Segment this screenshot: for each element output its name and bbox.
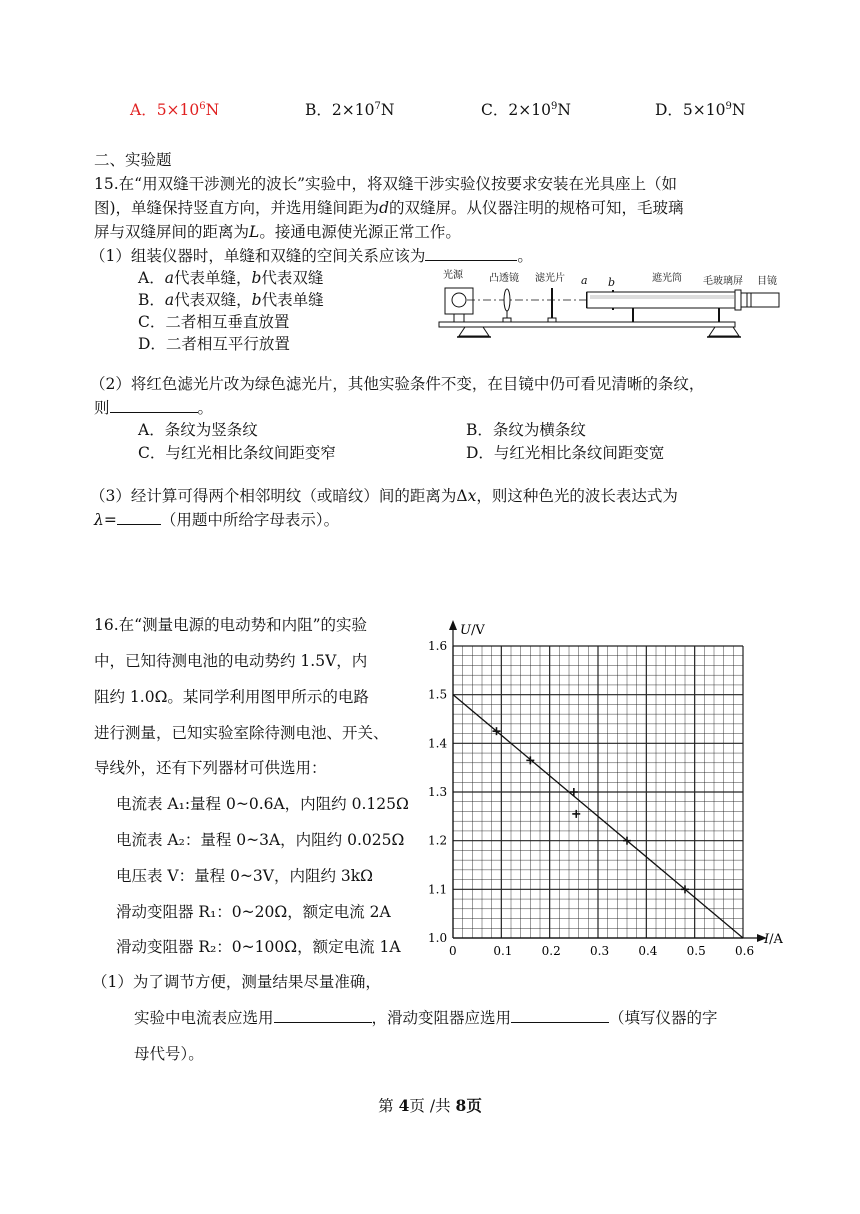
y-axis-label: U/V: [460, 623, 485, 638]
q16-sub1-line3: 母代号）。: [134, 1045, 204, 1063]
q16-stem-line1: 16.在“测量电源的电动势和内阻”的实验: [94, 616, 367, 634]
q16-stem-line5: 导线外，还有下列器材可供选用：: [94, 759, 327, 777]
u-i-graph: [420, 618, 800, 958]
q15-sub3-line2: λ= （用题中所给字母表示）。: [94, 511, 340, 529]
q15-sub1-option-d[interactable]: D．二者相互平行放置: [138, 335, 290, 353]
apparatus-label-a: a: [581, 274, 588, 287]
q15-sub2-option-b[interactable]: B．条纹为横条纹: [466, 421, 586, 439]
q16-stem-line2: 中，已知待测电池的电动势约 1.5V，内: [94, 652, 368, 670]
x-tick-label: 0.4: [638, 944, 658, 958]
chart-grid: [453, 646, 743, 938]
q16-sub1-line1: （1）为了调节方便，测量结果尽量准确，: [92, 973, 381, 991]
q15-sub3-line1: （3）经计算可得两个相邻明纹（或暗纹）间的距离为Δx，则这种色光的波长表达式为: [90, 487, 678, 505]
y-tick-label: 1.6: [428, 639, 448, 653]
optical-bench: [439, 322, 735, 327]
y-axis-arrow-icon: [449, 620, 457, 630]
q15-stem-line1: 15.在“用双缝干涉测光的波长”实验中，将双缝干涉实验仪按要求安装在光具座上（如: [94, 175, 678, 193]
x-tick-label: 0.3: [590, 944, 610, 958]
q14-options: [0, 98, 860, 122]
q15-sub2-line2: 则 。: [94, 399, 214, 417]
q15-sub3-blank[interactable]: [117, 510, 161, 525]
q14-option-a[interactable]: A．$5\times 10^6N$: [130, 100, 220, 119]
x-tick-label: 0.1: [493, 944, 513, 958]
q16-equipment-voltmeter: 电压表 V：量程 0~3V，内阻约 3kΩ: [116, 867, 373, 885]
page-footer: 第 4页 /共 8页: [378, 1096, 482, 1115]
section-title: 二、实验题: [94, 151, 172, 169]
x-axis-label: I/A: [764, 932, 783, 947]
q15-sub2-option-c[interactable]: C．与红光相比条纹间距变窄: [138, 444, 336, 462]
q16-stem-line4: 进行测量，已知实验室除待测电池、开关、: [94, 724, 389, 742]
apparatus-label-source: 光源: [443, 270, 463, 281]
q15-stem-line2: 图)，单缝保持竖直方向，并选用缝间距为d的双缝屏。从仪器注明的规格可知，毛玻璃: [94, 199, 684, 217]
q15-sub1-option-b[interactable]: B．a代表双缝，b代表单缝: [138, 291, 324, 309]
data-point-marker: [572, 810, 580, 818]
q14-option-d[interactable]: D．$5\times 10^9N$: [655, 100, 746, 119]
q15-stem-line3: 屏与双缝屏间的距离为L。接通电源使光源正常工作。: [94, 223, 461, 241]
bench-foot-left: [459, 327, 489, 336]
apparatus-label-eyepiece: 目镜: [757, 276, 777, 287]
q15-sub1: （1）组装仪器时，单缝和双缝的空间关系应该为 。: [90, 247, 533, 265]
x-tick-label: 0.2: [541, 944, 561, 958]
x-tick-label: 0: [449, 944, 457, 958]
q15-sub1-blank[interactable]: [425, 246, 517, 261]
shading-tube: [587, 292, 737, 308]
q16-ammeter-blank[interactable]: [274, 1008, 372, 1023]
y-tick-label: 1.0: [428, 931, 448, 945]
q16-equipment-rheostat-r2: 滑动变阻器 R₂：0~100Ω，额定电流 1A: [116, 938, 401, 956]
apparatus-label-lens: 凸透镜: [489, 273, 519, 284]
q16-equipment-rheostat-r1: 滑动变阻器 R₁：0~20Ω，额定电流 2A: [116, 903, 391, 921]
double-slit-apparatus-diagram: [435, 266, 785, 342]
apparatus-label-tube: 遮光筒: [652, 273, 682, 284]
y-tick-label: 1.4: [428, 736, 448, 751]
x-tick-label: 0.6: [735, 944, 755, 958]
x-tick-label: 0.5: [686, 944, 706, 958]
bulb-icon: [452, 293, 466, 307]
chart-tick-labels: [428, 639, 754, 958]
y-tick-label: 1.5: [428, 687, 448, 702]
bench-foot-right: [709, 327, 739, 336]
q16-equipment-ammeter-a2: 电流表 A₂：量程 0~3A，内阻约 0.025Ω: [116, 831, 405, 849]
q15-sub2-option-a[interactable]: A．条纹为竖条纹: [138, 421, 258, 439]
y-tick-label: 1.3: [428, 785, 448, 799]
q16-stem-line3: 阻约 1.0Ω。某同学利用图甲所示的电路: [94, 688, 369, 706]
q16-sub1-line2: 实验中电流表应选用 ，滑动变阻器应选用 （填写仪器的字: [134, 1009, 718, 1027]
y-tick-label: 1.2: [428, 833, 448, 848]
q14-option-c[interactable]: C．$2\times 10^9N$: [481, 100, 571, 119]
y-tick-label: 1.1: [428, 882, 448, 897]
chart-axes: [449, 620, 767, 942]
q16-rheostat-blank[interactable]: [511, 1008, 609, 1023]
q15-sub2-blank[interactable]: [110, 398, 198, 413]
apparatus-label-filter: 滤光片: [535, 273, 565, 284]
q15-sub2-option-d[interactable]: D．与红光相比条纹间距变宽: [466, 444, 665, 462]
q15-sub2-line1: （2）将红色滤光片改为绿色滤光片，其他实验条件不变，在目镜中仍可看见清晰的条纹，: [90, 375, 705, 393]
q15-sub1-option-c[interactable]: C．二者相互垂直放置: [138, 313, 290, 331]
apparatus-label-screen: 毛玻璃屏: [703, 276, 743, 287]
data-point-marker: [570, 788, 578, 796]
convex-lens-icon: [504, 289, 510, 311]
q15-sub1-option-a[interactable]: A．a代表单缝，b代表双缝: [138, 269, 324, 287]
apparatus-label-b: b: [608, 276, 616, 289]
q14-option-b[interactable]: B．$2\times 10^7N$: [305, 100, 395, 119]
q16-equipment-ammeter-a1: 电流表 A₁:量程 0~0.6A，内阻约 0.125Ω: [116, 795, 409, 813]
frosted-screen: [735, 290, 741, 310]
